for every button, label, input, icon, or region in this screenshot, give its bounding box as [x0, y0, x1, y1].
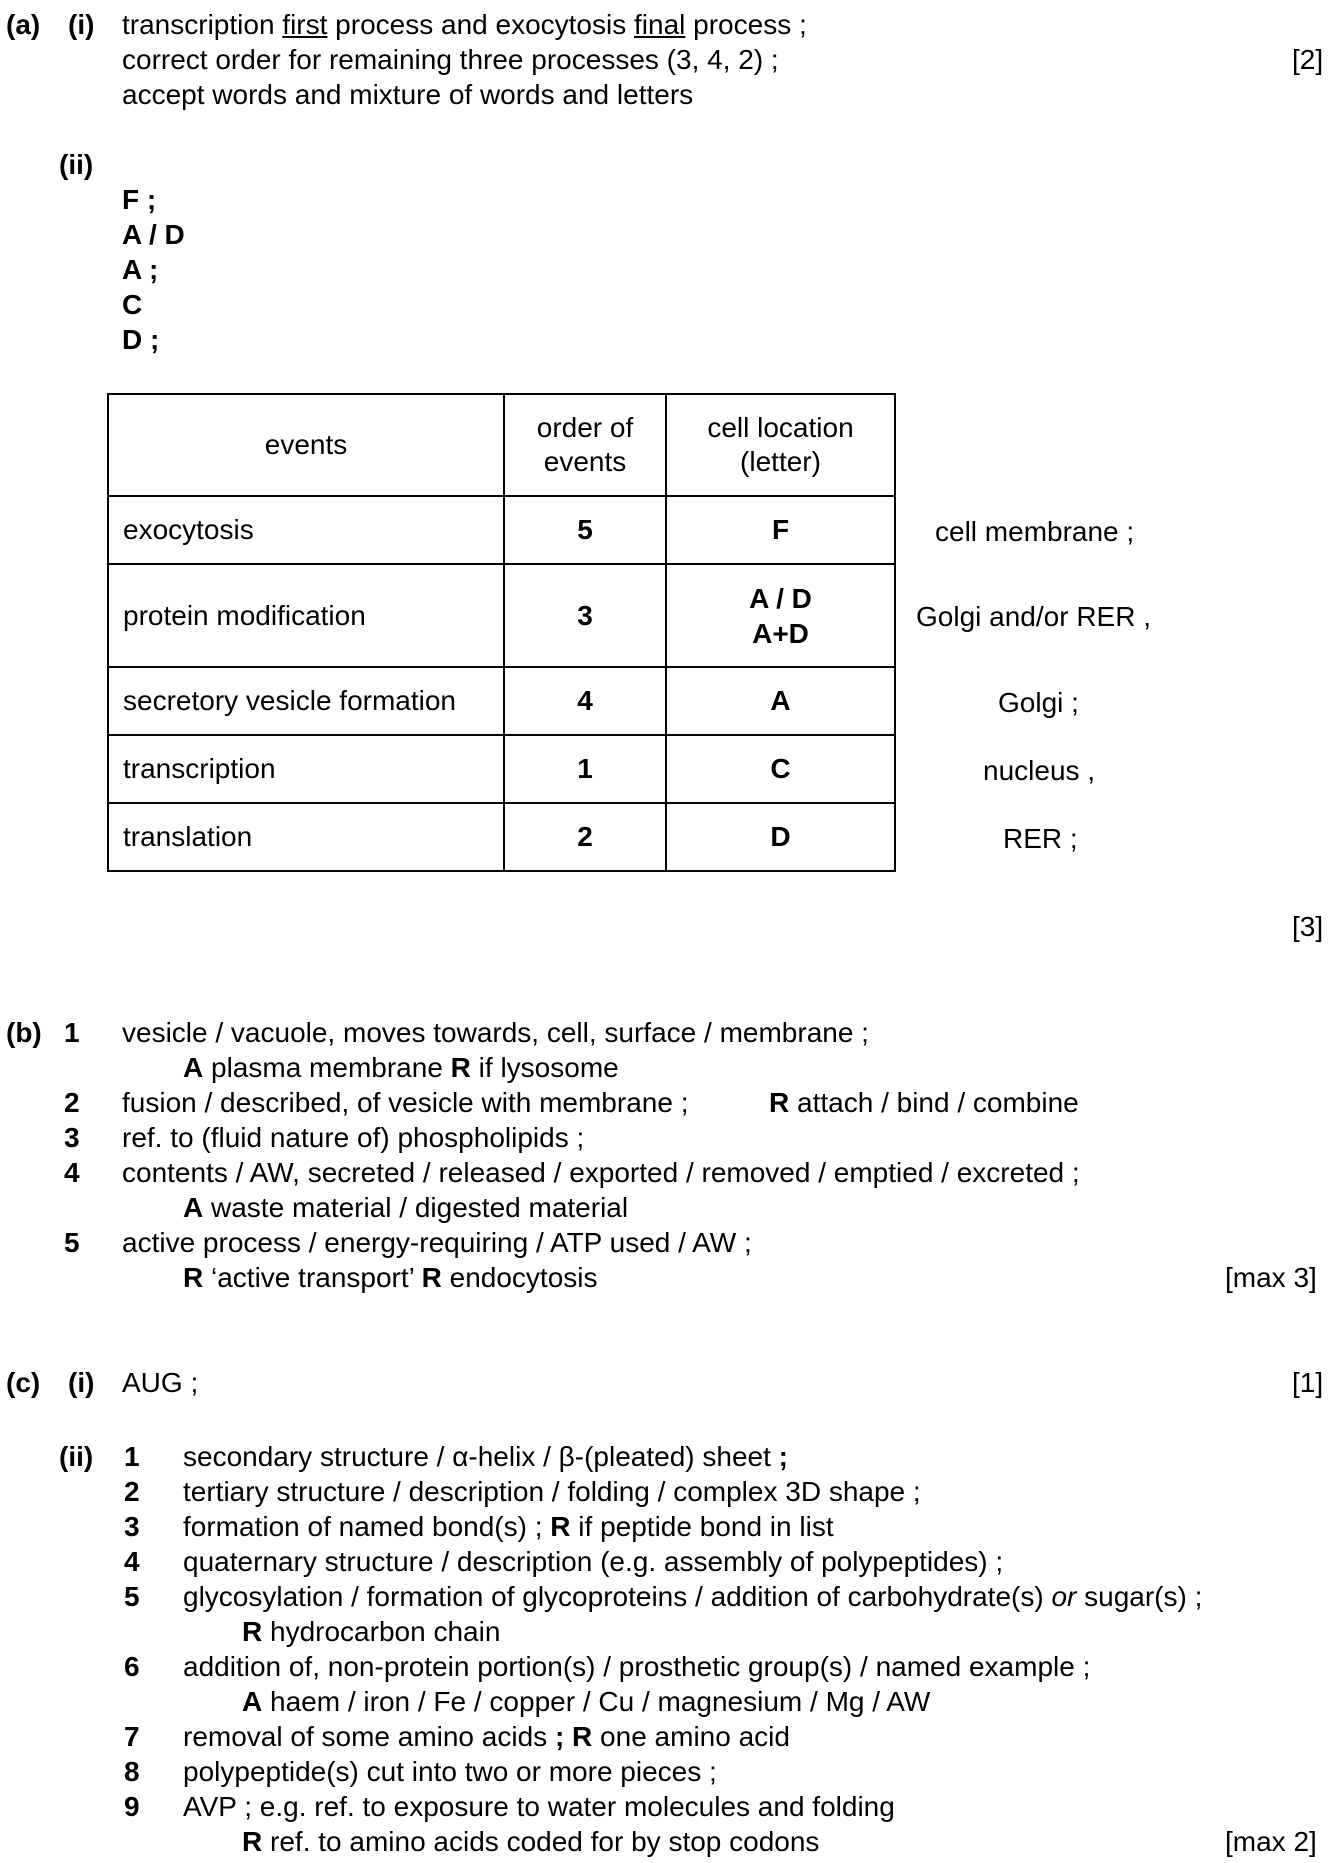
order-cell: 1 [504, 735, 666, 803]
order-cell: 2 [504, 803, 666, 871]
item-number: 3 [124, 1511, 140, 1542]
table-row [108, 803, 895, 871]
item-number: 4 [124, 1546, 140, 1577]
event-cell: exocytosis [108, 496, 504, 564]
part-a-i-line3: accept words and mixture of words and letters [122, 79, 694, 110]
item-note: R ‘active transport’ R endocytosis [183, 1262, 598, 1293]
part-c-i-label: (i) [68, 1367, 95, 1398]
part-b-marks: [max 3] [1225, 1262, 1317, 1293]
header-location: cell location (letter) [666, 394, 895, 496]
events-table [107, 393, 896, 872]
letter-cell: A [666, 667, 895, 735]
item-number: 3 [64, 1122, 80, 1153]
event-cell: protein modification [108, 564, 504, 667]
part-c-i-marks: [1] [1292, 1367, 1324, 1398]
item-number: 9 [124, 1791, 140, 1822]
part-a-i-line2: correct order for remaining three processes (3, 4, 2) ; [122, 44, 779, 75]
order-cell: 4 [504, 667, 666, 735]
item-text: vesicle / vacuole, moves towards, cell, surface / membrane ; [122, 1017, 869, 1048]
table-row [108, 735, 895, 803]
item-number: 4 [64, 1157, 80, 1188]
item-number: 6 [124, 1651, 140, 1682]
item-number: 1 [64, 1017, 80, 1048]
part-c-label: (c) [6, 1367, 41, 1398]
part-a-i-marks: [2] [1292, 44, 1324, 75]
item-note: R ref. to amino acids coded for by stop codons [242, 1826, 820, 1857]
item-number: 7 [124, 1721, 140, 1752]
item-note: A haem / iron / Fe / copper / Cu / magnesium / Mg / AW [242, 1686, 931, 1717]
item-text: formation of named bond(s) ; R if peptide bond in list [183, 1511, 834, 1542]
part-a-ii-marks: [3] [1292, 911, 1324, 942]
item-number: 5 [64, 1227, 80, 1258]
answer-line: A ; [122, 254, 159, 285]
header-events: events [108, 394, 504, 496]
item-text: active process / energy-requiring / ATP used / AW ; [122, 1227, 752, 1258]
item-number: 2 [124, 1476, 140, 1507]
location-text: nucleus , [983, 755, 1096, 786]
item-note: A waste material / digested material [183, 1192, 629, 1223]
answer-line: D ; [122, 324, 160, 355]
item-text: AVP ; e.g. ref. to exposure to water molecules and folding [183, 1791, 895, 1822]
order-cell: 5 [504, 496, 666, 564]
item-text: tertiary structure / description / folding / complex 3D shape ; [183, 1476, 921, 1507]
table-header-row [108, 394, 895, 496]
part-c-ii-label: (ii) [59, 1441, 94, 1472]
location-text: cell membrane ; [935, 516, 1135, 547]
item-number: 2 [64, 1087, 80, 1118]
answer-line: A / D [122, 219, 185, 250]
header-order: order of events [504, 394, 666, 496]
item-text: glycosylation / formation of glycoproteins / addition of carbohydrate(s) or sugar(s) ; [183, 1581, 1203, 1612]
table-row [108, 496, 895, 564]
letter-cell: D [666, 803, 895, 871]
location-text: Golgi and/or RER , [916, 601, 1151, 632]
event-cell: translation [108, 803, 504, 871]
item-text: addition of, non-protein portion(s) / prosthetic group(s) / named example ; [183, 1651, 1091, 1682]
location-text: Golgi ; [998, 687, 1079, 718]
event-cell: transcription [108, 735, 504, 803]
part-a-ii-label: (ii) [59, 149, 94, 180]
item-note: A plasma membrane R if lysosome [183, 1052, 619, 1083]
item-text: contents / AW, secreted / released / exported / removed / emptied / excreted ; [122, 1157, 1080, 1188]
answer-line: C [122, 289, 143, 320]
item-text: ref. to (fluid nature of) phospholipids ; [122, 1122, 585, 1153]
item-note: R hydrocarbon chain [242, 1616, 501, 1647]
location-text: RER ; [1003, 823, 1078, 854]
part-a-i-line1: transcription first process and exocytosis final process ; [122, 9, 807, 40]
item-note: R attach / bind / combine [769, 1087, 1079, 1118]
part-a-i-label: (i) [68, 9, 95, 40]
part-c-ii-marks: [max 2] [1225, 1826, 1317, 1857]
part-b-label: (b) [6, 1017, 42, 1048]
item-text: secondary structure / α-helix / β-(pleated) sheet ; [183, 1441, 788, 1472]
item-text: quaternary structure / description (e.g. assembly of polypeptides) ; [183, 1546, 1004, 1577]
letter-cell: C [666, 735, 895, 803]
table-row [108, 667, 895, 735]
part-c-i-answer: AUG ; [122, 1367, 199, 1398]
letter-cell: A / D A+D [666, 564, 895, 667]
item-number: 1 [124, 1441, 140, 1472]
item-text: polypeptide(s) cut into two or more pieces ; [183, 1756, 717, 1787]
order-cell: 3 [504, 564, 666, 667]
table-row [108, 564, 895, 667]
item-number: 5 [124, 1581, 140, 1612]
event-cell: secretory vesicle formation [108, 667, 504, 735]
part-a-label: (a) [6, 9, 41, 40]
item-text: removal of some amino acids ; R one amino acid [183, 1721, 790, 1752]
item-text: fusion / described, of vesicle with membrane ; [122, 1087, 689, 1118]
answer-line: F ; [122, 184, 157, 215]
letter-cell: F [666, 496, 895, 564]
item-number: 8 [124, 1756, 140, 1787]
